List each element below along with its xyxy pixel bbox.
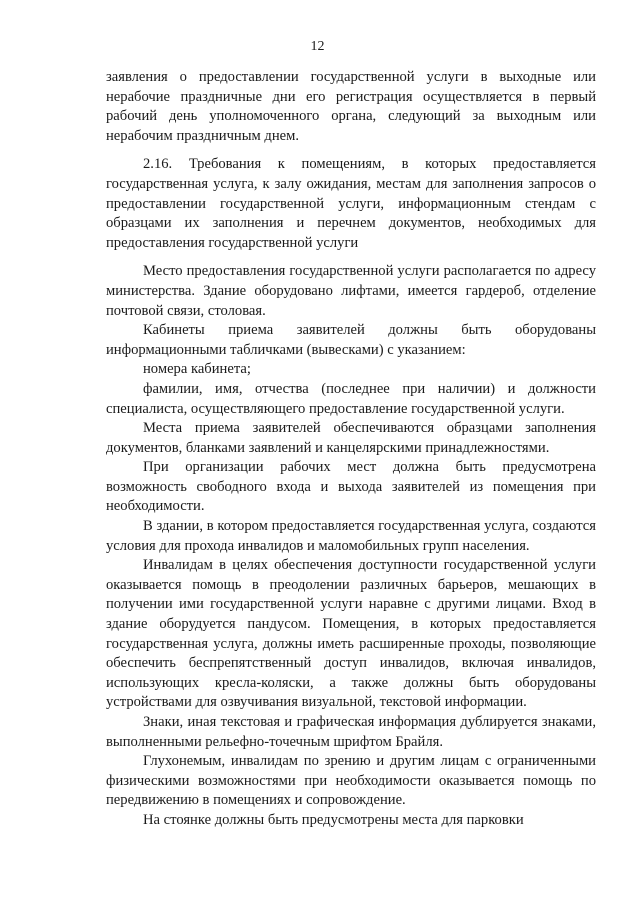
paragraph-escort: Глухонемым, инвалидам по зрению и другим лицам с ограниченными физическими возможностями при необходимости оказывается помощь по передвижению в помещениях и сопровождение. (106, 753, 596, 809)
paragraph-offices: Кабинеты приема заявителей должны быть оборудованы информационными табличками (вывесками) с указанием: (106, 322, 596, 358)
paragraph-continuation: заявления о предоставлении государственной услуги в выходные или нерабочие праздничные дни его регистрация осуществляется в первый рабочий день уполномоченного органа, следующий за выходным или нерабочим праздничным днем. (106, 69, 596, 144)
document-body (106, 68, 596, 831)
paragraph-accessibility-building: В здании, в котором предоставляется государственная услуга, создаются условия для прохода инвалидов и маломобильных групп населения. (106, 518, 596, 554)
paragraph-location: Место предоставления государственной услуги располагается по адресу министерства. Здание оборудовано лифтами, имеется гардероб, отделение почтовой связи, столовая. (106, 263, 596, 319)
section-heading-2-16: 2.16. Требования к помещениям, в которых предоставляется государственная услуга, к залу ожидания, местам для заполнения запросов о предоставлении государственной услуги, информационным стендам с образцами их заполнения и перечнем документов, необходимых для предоставления государственной услуги (106, 156, 596, 251)
page-number: 12 (310, 39, 325, 54)
list-item-office-number: номера кабинета; (143, 361, 251, 378)
paragraph-parking: На стоянке должны быть предусмотрены места для парковки (143, 811, 524, 828)
paragraph-disabled-assistance: Инвалидам в целях обеспечения доступности государственной услуги оказывается помощь в преодолении различных барьеров, мешающих в получении ими государственной услуги наравне с другими лицами. Вход в здание оборудуется пандусом. Помещения, в которых предоставляется государственная услуга, должны иметь расширенные проходы, позволяющие обеспечить беспрепятственный доступ инвалидов, включая инвалидов, использующих кресла-коляски, а также должны быть оборудованы устройствами для озвучивания визуальной, текстовой информации. (106, 557, 596, 711)
paragraph-braille: Знаки, иная текстовая и графическая информация дублируется знаками, выполненными рельефно-точечным шрифтом Брайля. (106, 714, 596, 750)
list-item-specialist-name: фамилии, имя, отчества (последнее при наличии) и должности специалиста, осуществляющего предоставление государственной услуги. (106, 380, 596, 417)
paragraph-reception-places: Места приема заявителей обеспечиваются образцами заполнения документов, бланками заявлений и канцелярскими принадлежностями. (106, 420, 596, 456)
paragraph-workplaces: При организации рабочих мест должна быть предусмотрена возможность свободного входа и выхода заявителей из помещения при необходимости. (106, 459, 596, 515)
